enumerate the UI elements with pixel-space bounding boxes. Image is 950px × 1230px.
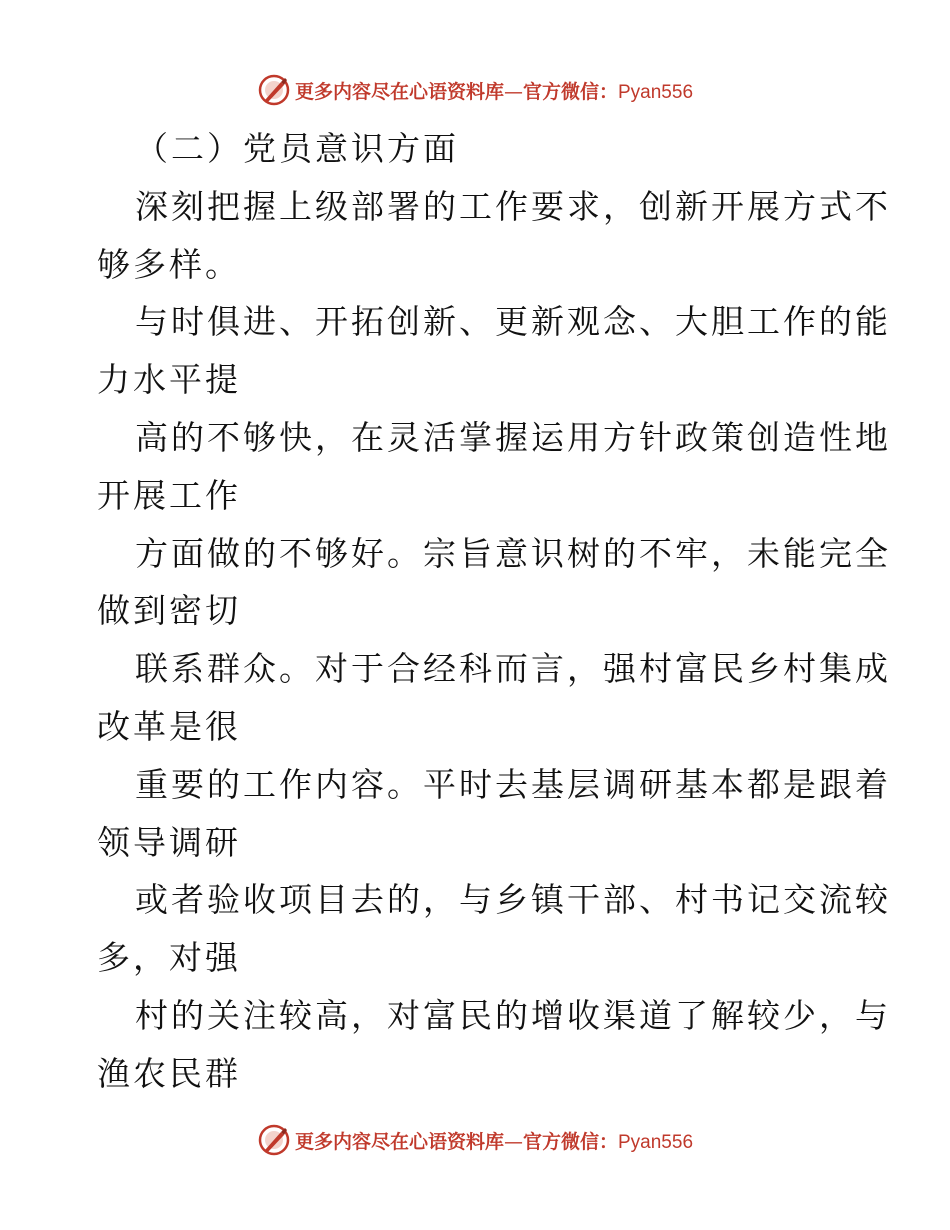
pen-seal-logo-icon	[257, 73, 291, 107]
paragraph-line: 力水平提	[97, 360, 241, 400]
paragraph-line: 够多样。	[97, 244, 241, 284]
paragraph-line: 高的不够快，在灵活掌握运用方针政策创造性地	[135, 417, 891, 457]
watermark-text: 更多内容尽在心语资料库—官方微信：Pyan556	[294, 80, 694, 103]
paragraph-line: 村的关注较高，对富民的增收渠道了解较少，与	[135, 995, 891, 1035]
header-watermark	[0, 70, 950, 110]
paragraph-line: 联系群众。对于合经科而言，强村富民乡村集成	[135, 649, 891, 689]
paragraph-line: 深刻把握上级部署的工作要求，创新开展方式不	[135, 186, 891, 226]
paragraph-line: 改革是很	[97, 706, 241, 746]
watermark-text: 更多内容尽在心语资料库—官方微信：Pyan556	[294, 1130, 694, 1153]
section-heading: （二）党员意识方面	[135, 129, 459, 168]
paragraph-line: 重要的工作内容。平时去基层调研基本都是跟着	[135, 764, 891, 804]
footer-watermark	[0, 1120, 950, 1160]
paragraph-line: 领导调研	[97, 822, 241, 862]
pen-seal-logo-icon	[257, 1123, 291, 1157]
document-body	[97, 120, 891, 1103]
paragraph-line: 渔农民群	[97, 1053, 241, 1093]
paragraph-line: 开展工作	[97, 475, 241, 515]
paragraph-line: 或者验收项目去的，与乡镇干部、村书记交流较	[135, 880, 891, 920]
paragraph-line: 做到密切	[97, 591, 241, 631]
paragraph-line: 多，对强	[97, 938, 241, 978]
paragraph-line: 方面做的不够好。宗旨意识树的不牢，未能完全	[135, 533, 891, 573]
paragraph-line: 与时俱进、开拓创新、更新观念、大胆工作的能	[135, 302, 891, 342]
